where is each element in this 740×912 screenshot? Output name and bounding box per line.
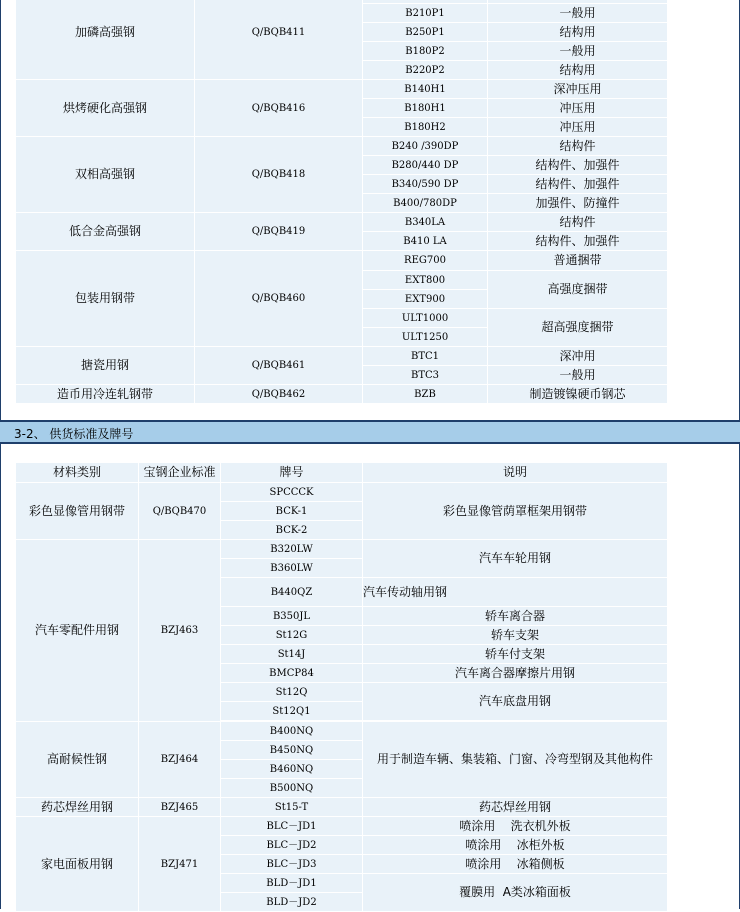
- note-cell: 汽车底盘用钢: [363, 683, 668, 721]
- category-cell: 双相高强钢: [16, 137, 195, 213]
- standard-cell: BZJ465: [139, 798, 221, 817]
- note-cell: 覆膜用 A类冰箱面板: [363, 874, 668, 912]
- category-cell: 彩色显像管用钢带: [16, 483, 139, 540]
- note-cell: 喷涂用 洗衣机外板: [363, 817, 668, 836]
- note-cell: 高强度捆带: [488, 271, 668, 309]
- grade-cell: B210P1: [363, 4, 488, 23]
- note-cell: 汽车传动轴用钢: [363, 578, 668, 607]
- note-cell: 冲压用: [488, 99, 668, 118]
- note-cell: 结构件: [488, 137, 668, 156]
- note-cell: 制造镀镍硬币钢芯: [488, 385, 668, 404]
- grade-cell: St15-T: [221, 798, 363, 817]
- supply-standard-table: [15, 462, 668, 912]
- standard-cell: BZJ464: [139, 722, 221, 798]
- grade-cell: B340/590 DP: [363, 175, 488, 194]
- grade-cell: B360LW: [221, 559, 363, 578]
- note-cell: 结构件、加强件: [488, 175, 668, 194]
- grade-cell: B320LW: [221, 540, 363, 559]
- table-row: [16, 540, 668, 559]
- note-cell: 用于制造车辆、集装箱、门窗、冷弯型钢及其他构件: [363, 722, 668, 798]
- category-cell: 包装用钢带: [16, 251, 195, 347]
- standard-cell: Q/BQB419: [195, 213, 363, 251]
- standard-cell: Q/BQB411: [195, 0, 363, 80]
- note-cell: 冲压用: [488, 118, 668, 137]
- grade-cell: B180H2: [363, 118, 488, 137]
- standard-cell: BZJ471: [139, 817, 221, 912]
- note-cell: 超高强度捆带: [488, 309, 668, 347]
- standard-cell: Q/BQB461: [195, 347, 363, 385]
- table-row: [16, 213, 668, 232]
- table-header-row: [16, 463, 668, 483]
- grade-cell: St12Q: [221, 683, 363, 702]
- note-cell: 一般用: [488, 4, 668, 23]
- note-cell: 结构件、加强件: [488, 156, 668, 175]
- category-cell: 低合金高强钢: [16, 213, 195, 251]
- note-cell: 喷涂用 冰箱侧板: [363, 855, 668, 874]
- grade-cell: BLC－JD2: [221, 836, 363, 855]
- category-cell: 造币用冷连轧钢带: [16, 385, 195, 404]
- grade-cell: BZB: [363, 385, 488, 404]
- note-cell: 汽车车轮用钢: [363, 540, 668, 578]
- grade-cell: ULT1000: [363, 309, 488, 328]
- note-cell: 药芯焊丝用钢: [363, 798, 668, 817]
- grade-cell: EXT900: [363, 290, 488, 309]
- grade-cell: BCK-2: [221, 521, 363, 540]
- grade-cell: ULT1250: [363, 328, 488, 347]
- category-cell: 药芯焊丝用钢: [16, 798, 139, 817]
- grade-cell: St12G: [221, 626, 363, 645]
- grade-cell: B440QZ: [221, 578, 363, 607]
- grade-cell: BTC1: [363, 347, 488, 366]
- alloy-steel-table: [15, 0, 668, 404]
- standard-cell: Q/BQB418: [195, 137, 363, 213]
- note-cell: 结构用: [488, 61, 668, 80]
- grade-cell: B180H1: [363, 99, 488, 118]
- note-cell: 轿车支架: [363, 626, 668, 645]
- grade-cell: B250P1: [363, 23, 488, 42]
- grade-cell: B460NQ: [221, 760, 363, 779]
- standard-cell: Q/BQB462: [195, 385, 363, 404]
- grade-cell: B280/440 DP: [363, 156, 488, 175]
- section-header-bar: [0, 420, 740, 444]
- grade-cell: St14J: [221, 645, 363, 664]
- grade-cell: B410 LA: [363, 232, 488, 251]
- grade-cell: BLC－JD1: [221, 817, 363, 836]
- grade-cell: BMCP84: [221, 664, 363, 683]
- table-row: [16, 385, 668, 404]
- grade-cell: B500NQ: [221, 779, 363, 798]
- note-cell: 汽车离合器摩擦片用钢: [363, 664, 668, 683]
- grade-cell: EXT800: [363, 271, 488, 290]
- grade-cell: BCK-1: [221, 502, 363, 521]
- note-cell: 结构件、加强件: [488, 232, 668, 251]
- note-cell: 普通捆带: [488, 251, 668, 271]
- grade-cell: REG700: [363, 251, 488, 271]
- standard-cell: Q/BQB470: [139, 483, 221, 540]
- category-cell: 家电面板用钢: [16, 817, 139, 912]
- note-cell: 轿车付支架: [363, 645, 668, 664]
- grade-cell: BLC－JD3: [221, 855, 363, 874]
- category-cell: 加磷高强钢: [16, 0, 195, 80]
- note-cell: 轿车离合器: [363, 607, 668, 626]
- grade-cell: B240 /390DP: [363, 137, 488, 156]
- note-cell: 深冲压用: [488, 80, 668, 99]
- grade-cell: B180P2: [363, 42, 488, 61]
- section-title: 3-2、 供货标准及牌号: [14, 427, 134, 441]
- category-cell: 汽车零配件用钢: [16, 540, 139, 722]
- standard-cell: Q/BQB460: [195, 251, 363, 347]
- table-row: [16, 817, 668, 836]
- grade-cell: B340LA: [363, 213, 488, 232]
- table-row: [16, 347, 668, 366]
- category-cell: 高耐候性钢: [16, 722, 139, 798]
- grade-cell: BTC3: [363, 366, 488, 385]
- note-cell: 深冲用: [488, 347, 668, 366]
- header-grade: 牌号: [221, 463, 363, 483]
- grade-cell: B220P2: [363, 61, 488, 80]
- grade-cell: BLD－JD1: [221, 874, 363, 893]
- category-cell: 烘烤硬化高强钢: [16, 80, 195, 137]
- header-standard: 宝钢企业标准: [139, 463, 221, 483]
- note-cell: 彩色显像管荫罩框架用钢带: [363, 483, 668, 540]
- grade-cell: B400NQ: [221, 722, 363, 741]
- grade-cell: B400/780DP: [363, 194, 488, 213]
- note-cell: 结构用: [488, 23, 668, 42]
- header-note: 说明: [363, 463, 668, 483]
- table-row: [16, 80, 668, 99]
- standard-cell: BZJ463: [139, 540, 221, 722]
- table-row: [16, 798, 668, 817]
- table-row: [16, 251, 668, 271]
- header-category: 材料类别: [16, 463, 139, 483]
- note-cell: 加强件、防撞件: [488, 194, 668, 213]
- note-cell: 喷涂用 冰柜外板: [363, 836, 668, 855]
- note-cell: 结构件: [488, 213, 668, 232]
- grade-cell: B450NQ: [221, 741, 363, 760]
- note-cell: 一般用: [488, 42, 668, 61]
- grade-cell: BLD－JD2: [221, 893, 363, 912]
- category-cell: 搪瓷用钢: [16, 347, 195, 385]
- note-cell: 一般用: [488, 366, 668, 385]
- grade-cell: B350JL: [221, 607, 363, 626]
- grade-cell: St12Q1: [221, 702, 363, 721]
- grade-cell: B140H1: [363, 80, 488, 99]
- table-row: [16, 483, 668, 502]
- table-row: [16, 722, 668, 741]
- grade-cell: SPCCCK: [221, 483, 363, 502]
- table-row: [16, 137, 668, 156]
- standard-cell: Q/BQB416: [195, 80, 363, 137]
